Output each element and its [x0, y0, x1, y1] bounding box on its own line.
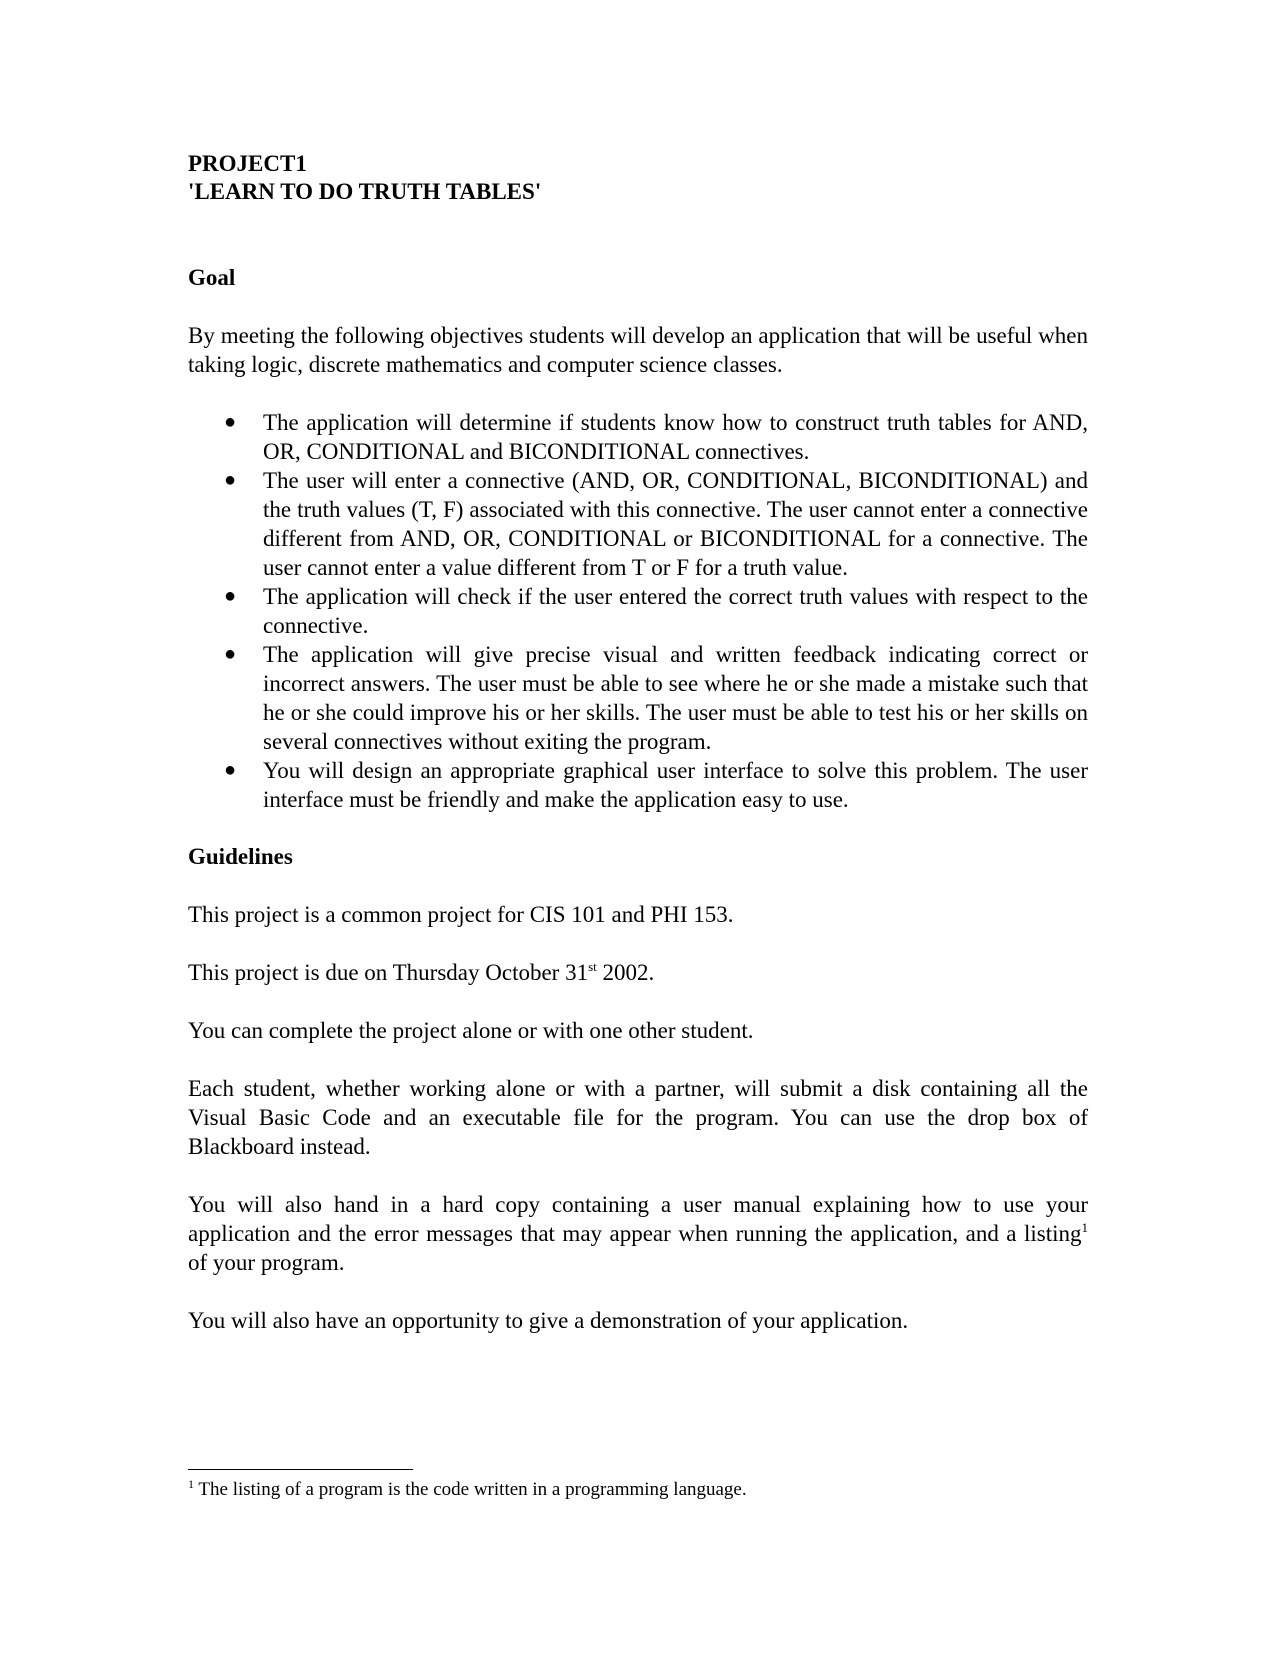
- hardcopy-text-end: of your program.: [188, 1250, 345, 1275]
- list-item: [188, 408, 1088, 466]
- bullet-icon: ●: [224, 585, 237, 607]
- document-page: [188, 150, 1088, 1335]
- bullet-icon: ●: [224, 643, 237, 665]
- common-project-paragraph: This project is a common project for CIS 101 and PHI 153.: [188, 902, 734, 927]
- project-subtitle: 'LEARN TO DO TRUTH TABLES': [188, 179, 542, 204]
- objective-text: The application will check if the user entered the correct truth values with respect to the connective.: [263, 584, 1088, 638]
- guidelines-heading: Guidelines: [188, 844, 293, 869]
- list-item: [188, 756, 1088, 814]
- due-date-paragraph: [188, 958, 1088, 987]
- due-date-text: This project is due on Thursday October 31: [188, 960, 589, 985]
- footnote-text: The listing of a program is the code written in a programming language.: [194, 1479, 747, 1500]
- objective-text: The application will determine if students know how to construct truth tables for AND, OR, CONDITIONAL and BICONDITIONAL connectives.: [263, 410, 1088, 464]
- bullet-icon: ●: [224, 759, 237, 781]
- list-item: [188, 582, 1088, 640]
- bullet-icon: ●: [224, 411, 237, 433]
- list-item: [188, 466, 1088, 582]
- due-date-year: 2002.: [596, 960, 655, 985]
- footnote-reference: 1: [1081, 1220, 1088, 1235]
- footnote-marker: 1: [188, 1477, 194, 1491]
- hardcopy-text: You will also hand in a hard copy containing a user manual explaining how to use your application and the error messages that may appear when running the application, and a listing: [188, 1192, 1088, 1246]
- demonstration-paragraph: You will also have an opportunity to give a demonstration of your application.: [188, 1308, 909, 1333]
- hardcopy-paragraph: [188, 1190, 1088, 1277]
- goal-intro-paragraph: By meeting the following objectives students will develop an application that will be useful when taking logic, discrete mathematics and computer science classes.: [188, 323, 1088, 377]
- objectives-list: [188, 408, 1088, 814]
- footnote-divider: [188, 1469, 413, 1470]
- objective-text: The user will enter a connective (AND, OR, CONDITIONAL, BICONDITIONAL) and the truth values (T, F) associated with this connective. The user cannot enter a connective different from AND, OR, CONDITIONAL or BICONDITIONAL for a connective. The user cannot enter a value different from T or F for a truth value.: [263, 468, 1088, 580]
- ordinal-suffix: st: [588, 959, 597, 974]
- objective-text: You will design an appropriate graphical user interface to solve this problem. The user interface must be friendly and make the application easy to use.: [263, 758, 1088, 812]
- list-item: [188, 640, 1088, 756]
- objective-text: The application will give precise visual and written feedback indicating correct or incorrect answers. The user must be able to see where he or she made a mistake such that he or she could improve his or her skills. The user must be able to test his or her skills on several connectives without exiting the program.: [263, 642, 1088, 754]
- footnote: [188, 1478, 747, 1502]
- partner-paragraph: You can complete the project alone or with one other student.: [188, 1018, 754, 1043]
- project-title: PROJECT1: [188, 151, 307, 176]
- bullet-icon: ●: [224, 469, 237, 491]
- submission-paragraph: Each student, whether working alone or with a partner, will submit a disk containing all the Visual Basic Code and an executable file for the program. You can use the drop box of Blackboard instead.: [188, 1076, 1088, 1159]
- goal-heading: Goal: [188, 265, 236, 290]
